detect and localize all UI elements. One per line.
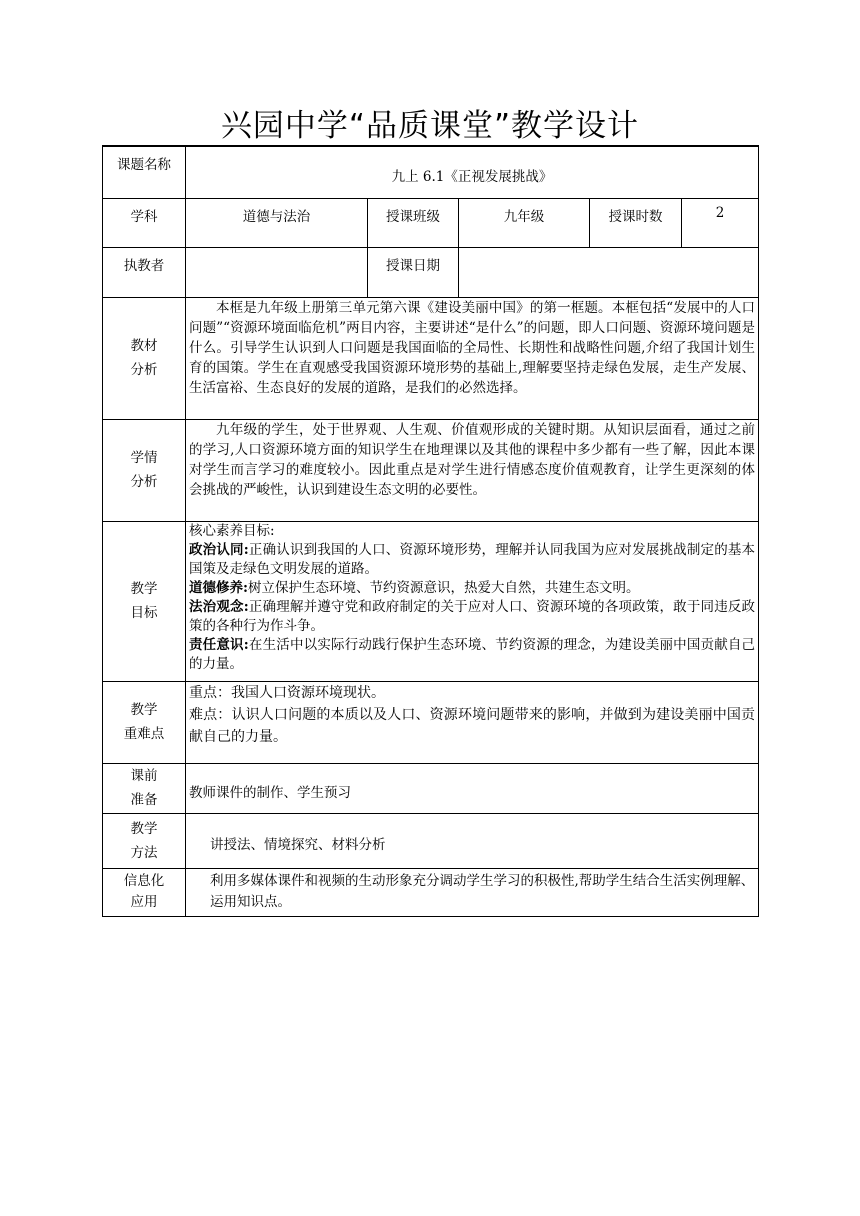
- goals-intro: 核心素养目标:: [189, 522, 275, 539]
- textbook-analysis-text: 本框是九年级上册第三单元第六课《建设美丽中国》的第一框题。本框包括“发展中的人口问题”“资源环境面临危机”两目内容，主要讲述“是什么”的问题，即人口问题、资源环境问题是什么。引导学生认识到人口问题是我国面临的全局性、长期性和战略性问题,介绍了我国计划生育的国策。学生在直观感受我国资源环境形势的基础上,理解要坚持走绿色发展，走生产发展、生活富裕、生态良好的发展的道路，是我们的必然选择。: [186, 297, 759, 419]
- focus-text: 重点：我国人口资源环境现状。: [189, 684, 385, 701]
- it-application-label: [103, 868, 186, 916]
- goal-text: 正确认识到我国的人口、资源环境形势，理解并认同我国为应对发展挑战制定的基本国策及走绿色文明发展的道路。: [189, 541, 756, 577]
- it-application-row: [103, 868, 759, 916]
- subject-label: 学科: [103, 198, 186, 247]
- goal-item: [189, 636, 755, 674]
- it-label-line1: 信息化: [123, 872, 165, 889]
- teacher-value: [186, 247, 368, 297]
- lesson-plan-table: [102, 145, 759, 917]
- textbook-analysis-label: [103, 297, 186, 419]
- page-title: 兴园中学“品质课堂”教学设计: [220, 108, 640, 144]
- key-points-label-line1: 教学: [130, 702, 158, 718]
- student-analysis-label: [103, 419, 186, 521]
- teaching-goals-row: [103, 521, 759, 681]
- preparation-row: [103, 763, 759, 813]
- students-label-line1: 学情: [130, 450, 158, 466]
- goal-key: 道德修养:: [189, 579, 248, 596]
- methods-text: 讲授法、情境探究、材料分析: [186, 813, 759, 868]
- student-analysis-text: 九年级的学生，处于世界观、人生观、价值观形成的关键时期。从知识层面看，通过之前的学习,人口资源环境方面的知识学生在地理课以及其他的课程中多少都有一些了解，因此本课对学生而言学习的难度较小。因此重点是对学生进行情感态度价值观教育，让学生更深刻的体会挑战的严峻性，认识到建设生态文明的必要性。: [186, 419, 759, 521]
- goal-key: 责任意识:: [189, 636, 249, 653]
- it-application-text: 利用多媒体课件和视频的生动形象充分调动学生学习的积极性,帮助学生结合生活实例理解、运用知识点。: [186, 868, 759, 916]
- goal-item: [189, 541, 755, 579]
- key-points-row: [103, 681, 759, 763]
- teacher-row: [103, 247, 759, 297]
- subject-row: [103, 198, 759, 247]
- goal-key: 政治认同:: [189, 541, 249, 558]
- course-name-value: 九上 6.1《正视发展挑战》: [186, 146, 759, 198]
- course-name-label: 课题名称: [103, 146, 186, 198]
- it-label-line2: 应用: [130, 893, 158, 910]
- preparation-label-line2: 准备: [130, 792, 158, 808]
- textbook-analysis-row: [103, 297, 759, 419]
- goal-item: [189, 598, 755, 636]
- teaching-goals-label: [103, 521, 186, 681]
- teacher-label: 执教者: [103, 247, 186, 297]
- class-label: 授课班级: [368, 198, 459, 247]
- methods-label-line1: 教学: [130, 820, 158, 837]
- course-name-row: [103, 146, 759, 198]
- preparation-text: 教师课件的制作、学生预习: [186, 763, 759, 813]
- goals-label-line2: 目标: [130, 605, 158, 621]
- textbook-label-line2: 分析: [130, 362, 158, 378]
- methods-label-line2: 方法: [130, 844, 158, 861]
- students-label-line2: 分析: [130, 474, 158, 490]
- preparation-label-line1: 课前: [130, 768, 158, 784]
- hours-value: 2: [682, 198, 759, 247]
- date-value: [459, 247, 759, 297]
- goal-text: 在生活中以实际行动践行保护生态环境、节约资源的理念，为建设美丽中国贡献自己的力量。: [189, 636, 756, 672]
- subject-value: 道德与法治: [186, 198, 368, 247]
- methods-row: [103, 813, 759, 868]
- methods-label: [103, 813, 186, 868]
- student-analysis-row: [103, 419, 759, 521]
- key-points-label: [103, 681, 186, 763]
- goal-text: 树立保护生态环境、节约资源意识，热爱大自然，共建生态文明。: [247, 579, 640, 596]
- textbook-label-line1: 教材: [130, 338, 158, 354]
- teaching-goals-content: [186, 521, 759, 681]
- key-points-content: [186, 681, 759, 763]
- goal-text: 正确理解并遵守党和政府制定的关于应对人口、资源环境的各项政策，敢于同违反政策的各种行为作斗争。: [189, 598, 756, 634]
- difficulty-text: 难点：认识人口问题的本质以及人口、资源环境问题带来的影响，并做到为建设美丽中国贡献自己的力量。: [189, 706, 756, 745]
- goals-label-line1: 教学: [130, 581, 158, 597]
- hours-label: 授课时数: [590, 198, 682, 247]
- goal-item: [189, 579, 755, 598]
- class-value: 九年级: [459, 198, 590, 247]
- key-points-label-line2: 重难点: [123, 726, 165, 742]
- date-label: 授课日期: [368, 247, 459, 297]
- preparation-label: [103, 763, 186, 813]
- goal-key: 法治观念:: [189, 598, 249, 615]
